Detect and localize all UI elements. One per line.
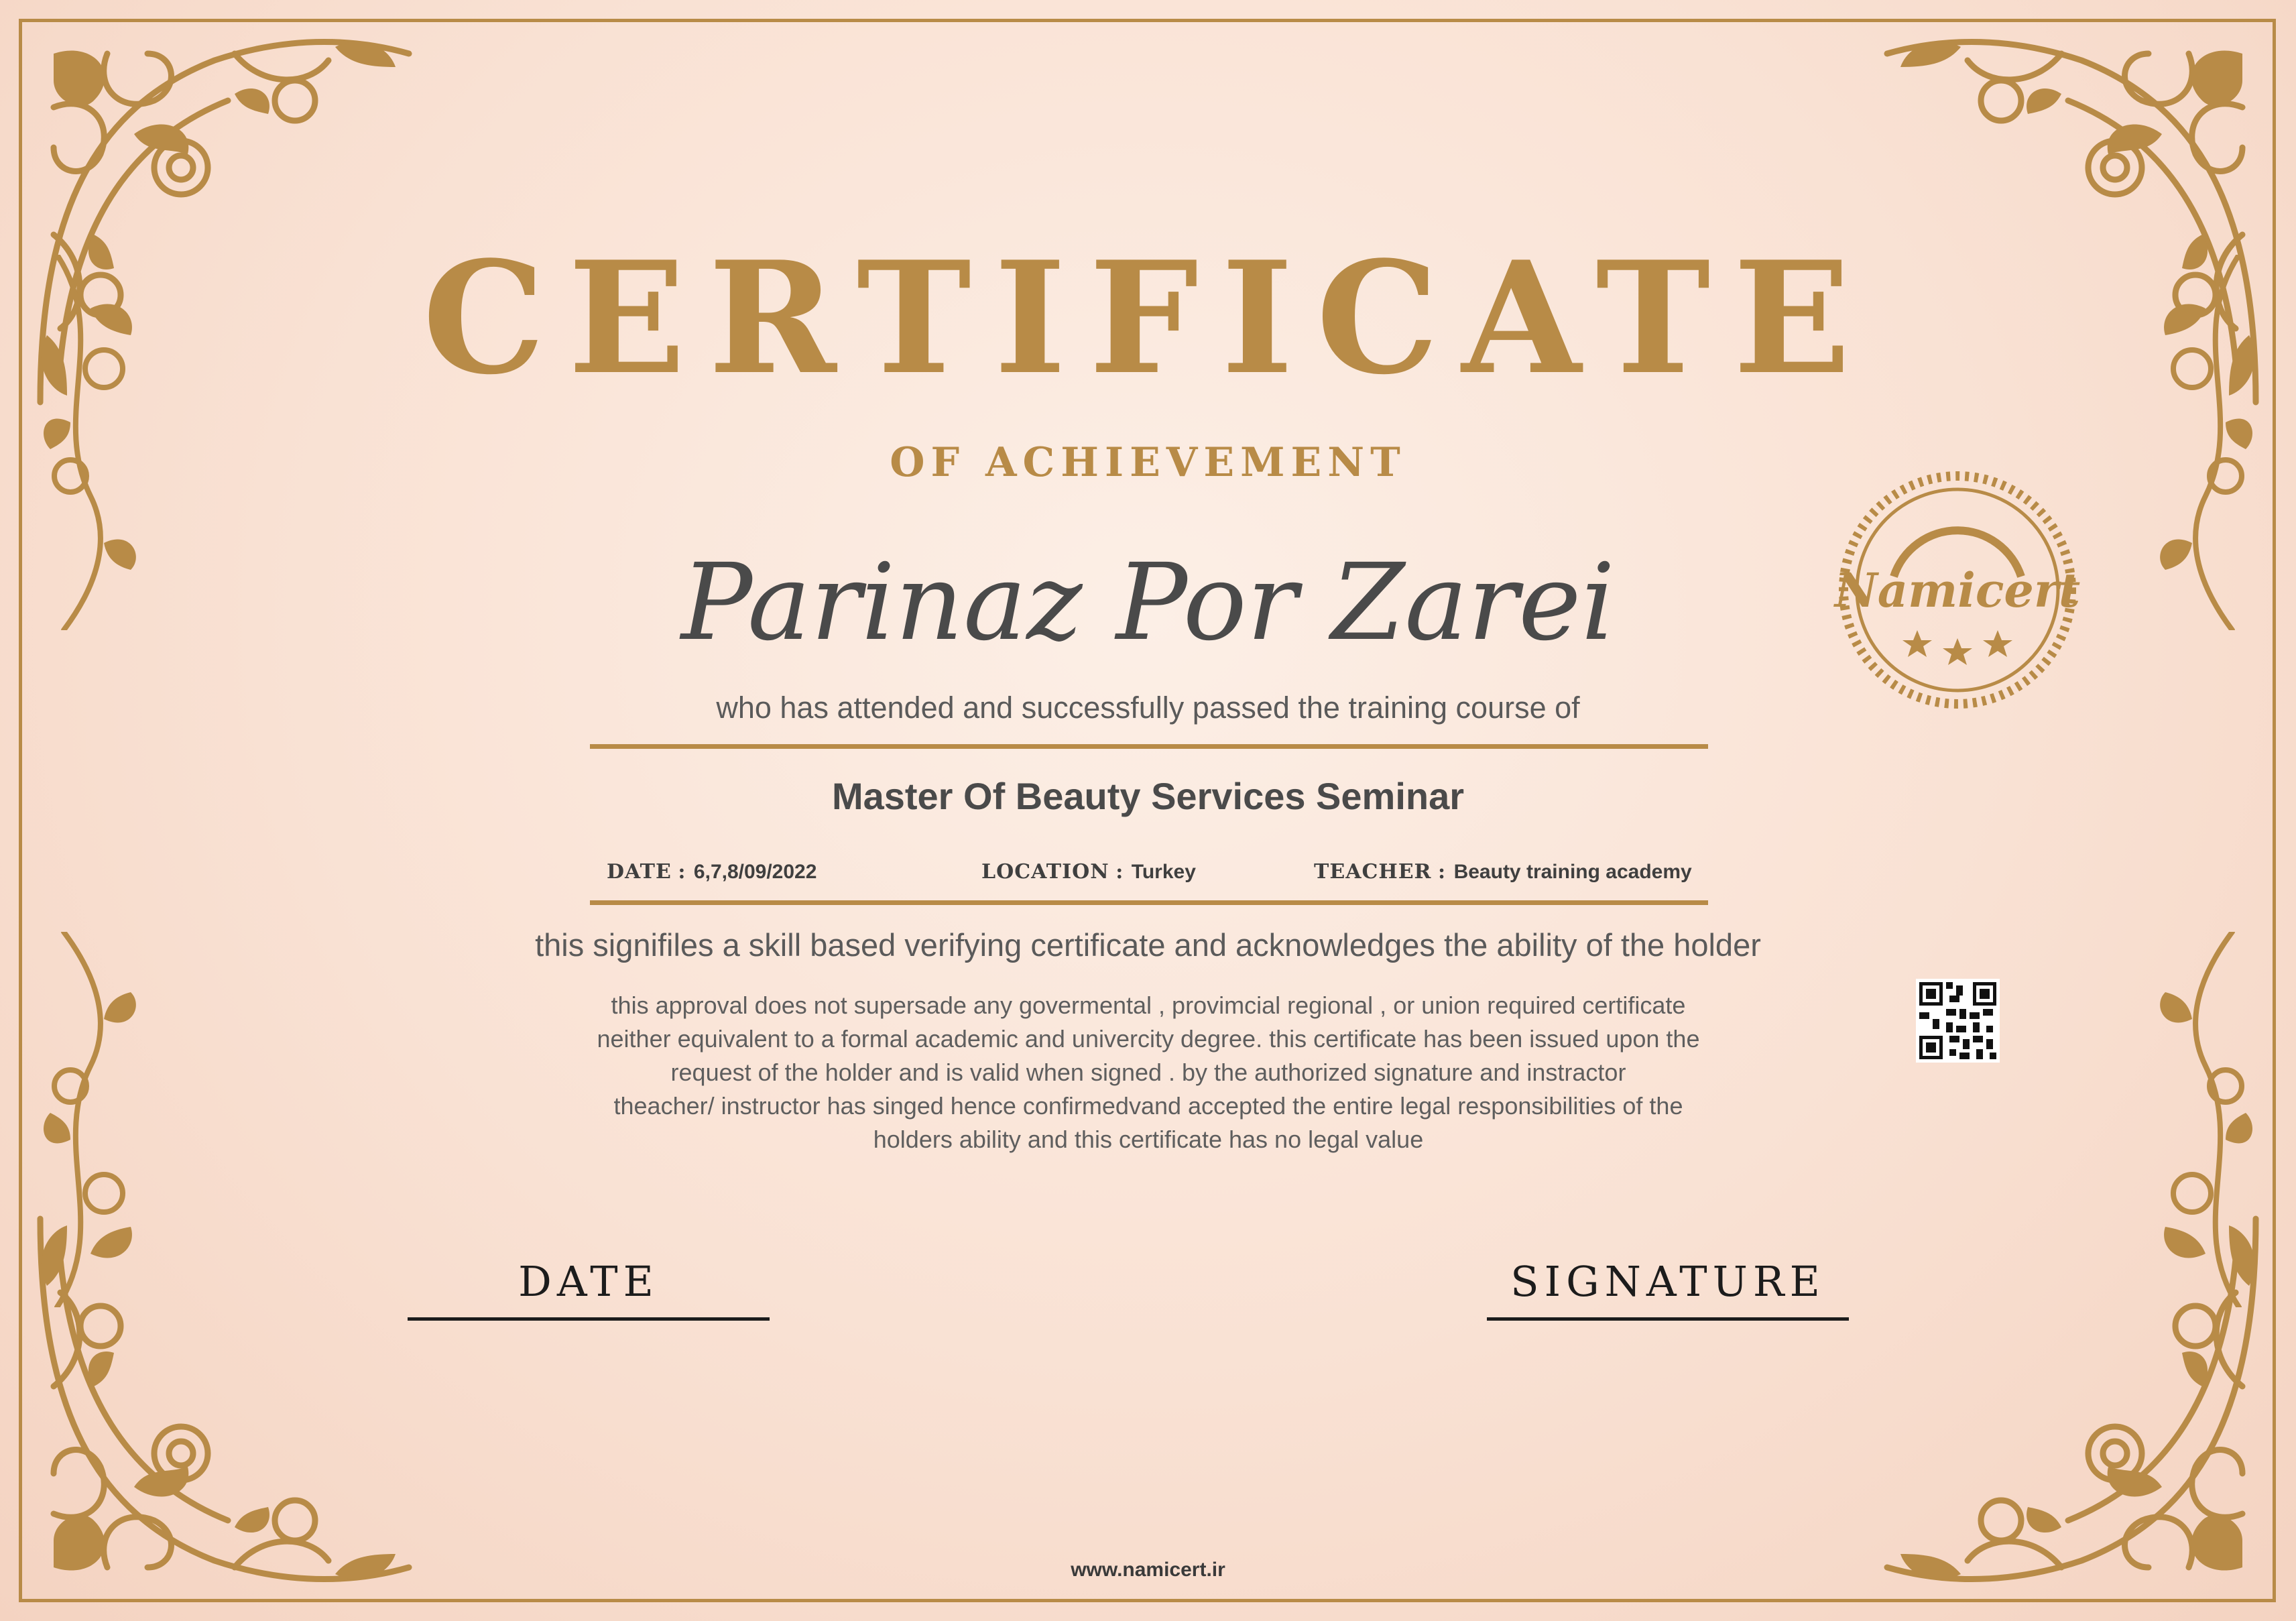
course-name: Master Of Beauty Services Seminar	[831, 775, 1465, 817]
disclaimer-line: request of the holder and is valid when signed . by the authorized signature and instractor	[670, 1059, 1626, 1086]
detail-location-value: Turkey	[1131, 861, 1196, 883]
detail-teacher-label: TEACHER	[1314, 860, 1432, 884]
seal-text: Namicert	[1834, 562, 2081, 618]
recipient-name: Parinaz Por Zarei	[680, 541, 1616, 664]
disclaimer-line: holders ability and this certificate has no legal value	[873, 1126, 1424, 1153]
detail-date-value: 6,7,8/09/2022	[693, 861, 817, 883]
signifies-text: this signifiles a skill based verifying certificate and acknowledges the ability of the holder	[535, 927, 1761, 963]
detail-date: DATE : 6,7,8/09/2022	[607, 860, 817, 884]
signature-date-label: DATE	[518, 1257, 659, 1306]
date-signature-line	[408, 1317, 770, 1321]
seal-icon	[1830, 463, 2085, 717]
detail-teacher-value: Beauty training academy	[1453, 861, 1692, 883]
detail-location: LOCATION : Turkey	[981, 860, 1196, 884]
website-link[interactable]: www.namicert.ir	[1071, 1559, 1225, 1581]
disclaimer-line: this approval does not supersade any govermental , provimcial regional , or union required certificate	[611, 992, 1686, 1019]
certificate-title: CERTIFICATE	[422, 228, 1874, 409]
qr-code-icon	[1916, 979, 2000, 1063]
detail-teacher: TEACHER : Beauty training academy	[1314, 860, 1692, 884]
intro-text: who has attended and successfully passed the training course of	[716, 691, 1580, 725]
disclaimer-line: theacher/ instructor has singed hence confirmedvand accepted the entire legal responsibilities of the	[613, 1092, 1683, 1120]
disclaimer-text	[503, 989, 1794, 1156]
divider-bottom	[590, 900, 1708, 905]
signature-line	[1487, 1317, 1849, 1321]
divider-top	[590, 744, 1708, 749]
disclaimer-line: neither equivalent to a formal academic and univercity degree. this certificate has been issued upon the	[597, 1025, 1700, 1053]
signature-label: SIGNATURE	[1510, 1257, 1825, 1306]
detail-date-label: DATE	[607, 860, 672, 884]
ornament-vine-icon	[2145, 932, 2266, 1307]
certificate-subtitle: OF ACHIEVEMENT	[890, 439, 1406, 486]
ornament-vine-icon	[30, 932, 151, 1307]
detail-location-label: LOCATION	[981, 860, 1109, 884]
